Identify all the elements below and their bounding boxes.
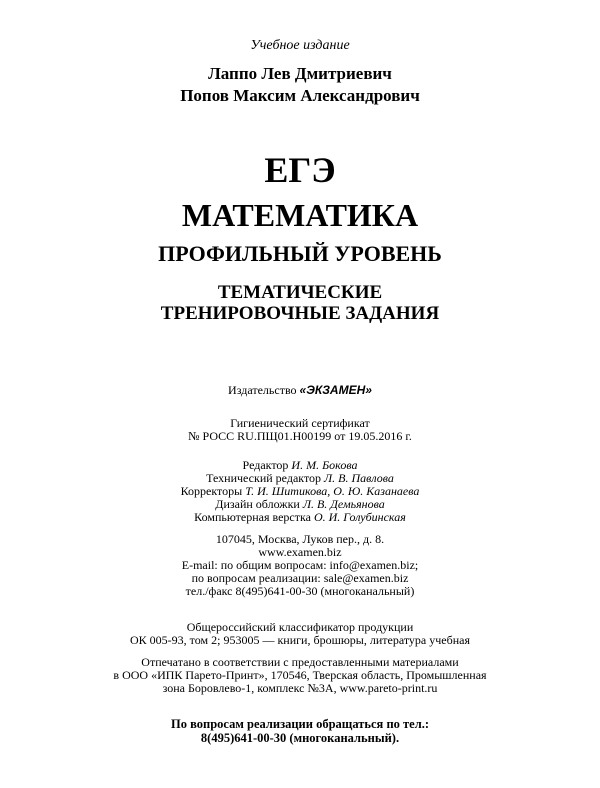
- author-name: Лаппо Лев Дмитриевич: [208, 64, 392, 83]
- publisher-name: «ЭКЗАМЕН»: [299, 383, 372, 397]
- address-block: [0, 533, 600, 598]
- staff-role: Технический редактор: [206, 471, 325, 485]
- staff-name: Л. В. Демьянова: [302, 497, 385, 511]
- staff-role: Компьютерная верстка: [194, 510, 314, 524]
- staff-line: [0, 511, 600, 524]
- sales-contact-block: [0, 717, 600, 745]
- contact-line: По вопросам реализации обращаться по тел.:: [170, 717, 430, 731]
- contact-line: 8(495)641-00-30 (многоканальный).: [200, 731, 400, 745]
- email-line[interactable]: по вопросам реализации: sale@examen.biz: [191, 571, 409, 585]
- classifier-line: ОК 005-93, том 2; 953005 — книги, брошюры, литература учебная: [130, 633, 470, 647]
- staff-name: И. М. Бокова: [291, 458, 358, 472]
- certificate-line: № РОСС RU.ПЩ01.Н00199 от 19.05.2016 г.: [188, 429, 412, 443]
- website-link[interactable]: www.examen.biz: [258, 545, 342, 559]
- staff-block: [0, 459, 600, 524]
- staff-name: Т. И. Шитикова, О. Ю. Казанаева: [245, 484, 420, 498]
- classifier-line: Общероссийский классификатор продукции: [186, 620, 414, 634]
- publisher-prefix: Издательство: [228, 383, 300, 397]
- subtitle: [0, 282, 600, 324]
- phone-line: тел./факс 8(495)641-00-30 (многоканальный): [185, 584, 415, 598]
- staff-name: Л. В. Павлова: [324, 471, 394, 485]
- staff-role: Редактор: [242, 458, 292, 472]
- edition-label: Учебное издание: [250, 38, 350, 53]
- staff-role: Корректоры: [180, 484, 246, 498]
- certificate-block: [0, 417, 600, 443]
- email-line[interactable]: E-mail: по общим вопросам: info@examen.biz;: [181, 558, 419, 572]
- publisher-line: [0, 384, 600, 397]
- staff-name: О. И. Голубинская: [313, 510, 406, 524]
- subject-title: МАТЕМАТИКА: [181, 197, 419, 233]
- subtitle-line: ТРЕНИРОВОЧНЫЕ ЗАДАНИЯ: [160, 303, 440, 324]
- exam-title: ЕГЭ: [264, 150, 336, 190]
- subtitle-line: ТЕМАТИЧЕСКИЕ: [217, 282, 383, 303]
- printing-line: в ООО «ИПК Парето-Принт», 170546, Тверская область, Промышленная: [113, 668, 487, 682]
- certificate-line: Гигиенический сертификат: [230, 416, 370, 430]
- author-name: Попов Максим Александрович: [180, 86, 420, 105]
- authors-block: [0, 63, 600, 107]
- classifier-block: [0, 621, 600, 647]
- printing-block: [0, 656, 600, 695]
- printing-line: зона Боровлево-1, комплекс №3А, www.pareto-print.ru: [162, 681, 438, 695]
- printing-line: Отпечатано в соответствии с предоставленными материалами: [141, 655, 459, 669]
- staff-role: Дизайн обложки: [215, 497, 303, 511]
- level-title: ПРОФИЛЬНЫЙ УРОВЕНЬ: [158, 241, 442, 266]
- address-line: 107045, Москва, Луков пер., д. 8.: [215, 532, 385, 546]
